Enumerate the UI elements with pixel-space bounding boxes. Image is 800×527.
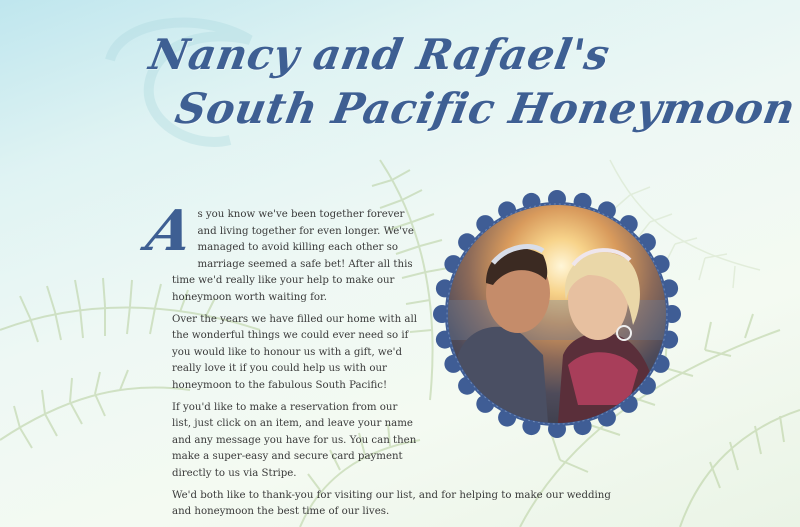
couple-photo bbox=[433, 190, 681, 438]
couple-image bbox=[448, 205, 666, 423]
title-line-2: South Pacific Honeymoon bbox=[171, 84, 800, 133]
intro-text bbox=[141, 198, 611, 526]
page-title bbox=[145, 28, 800, 136]
paragraph-4: We'd both like to thank-you for visiting our list, and for helping to make our wedding and honeymoon the best time of our lives. bbox=[172, 489, 611, 518]
drop-cap: A bbox=[141, 198, 199, 264]
paragraph-3: If you'd like to make a reservation from our list, just click on an item, and leave your name and any message you have for us. You can then make a super-easy and secure card payment directly to us via Stripe. bbox=[172, 401, 417, 479]
paragraph-2: Over the years we have filled our home with all the wonderful things we could ever need so if you would like to honour us with a gift, we'd really love it if you could help us with our honeymoon to the fabulous South Pacific! bbox=[172, 313, 417, 391]
paragraph-1 bbox=[141, 198, 417, 307]
title-line-1: Nancy and Rafael's bbox=[145, 30, 614, 79]
paragraph-1-text: s you know we've been together forever and living together for even longer. We've managed to avoid killing each other so marriage seemed a safe bet! After all this time we'd really like your help to make our honeymoon worth waiting for. bbox=[172, 209, 414, 303]
